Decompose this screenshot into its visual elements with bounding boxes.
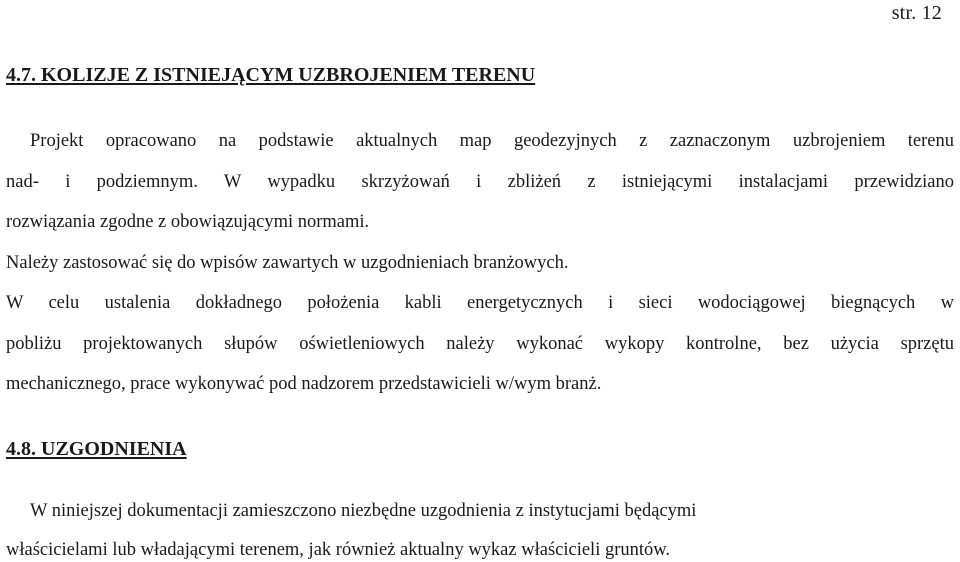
paragraph-line: rozwiązania zgodne z obowiązującymi normami. (6, 212, 370, 232)
paragraph-line: W niniejszej dokumentacji zamieszczono niezbędne uzgodnienia z instytucjami będącymi (30, 501, 697, 521)
paragraph-line: właścicielami lub władającymi terenem, jak również aktualny wykaz właścicieli gruntów. (6, 540, 671, 560)
section-number: 4.7. (6, 64, 36, 86)
section-number: 4.8. (6, 438, 36, 460)
paragraph-line: Należy zastosować się do wpisów zawartych w uzgodnieniach branżowych. (6, 253, 569, 273)
paragraph-line: nad- i podziemnym. W wypadku skrzyżowań i zbliżeń z istniejącymi instalacjami przewidziano (6, 172, 954, 192)
section-heading-kolizje (6, 64, 535, 87)
paragraph-line: W celu ustalenia dokładnego położenia kabli energetycznych i sieci wodociągowej biegnących w (6, 293, 954, 313)
section-heading-uzgodnienia (6, 438, 187, 461)
page-number: str. 12 (891, 2, 942, 24)
paragraph-line: Projekt opracowano na podstawie aktualnych map geodezyjnych z zaznaczonym uzbrojeniem terenu (30, 131, 954, 151)
paragraph-line: mechanicznego, prace wykonywać pod nadzorem przedstawicieli w/wym branż. (6, 374, 602, 394)
section-title: KOLIZJE Z ISTNIEJĄCYM UZBROJENIEM TERENU (41, 64, 536, 86)
paragraph-line: pobliżu projektowanych słupów oświetleniowych należy wykonać wykopy kontrolne, bez użycia sprzętu (6, 334, 954, 354)
section-title: UZGODNIENIA (41, 438, 187, 460)
